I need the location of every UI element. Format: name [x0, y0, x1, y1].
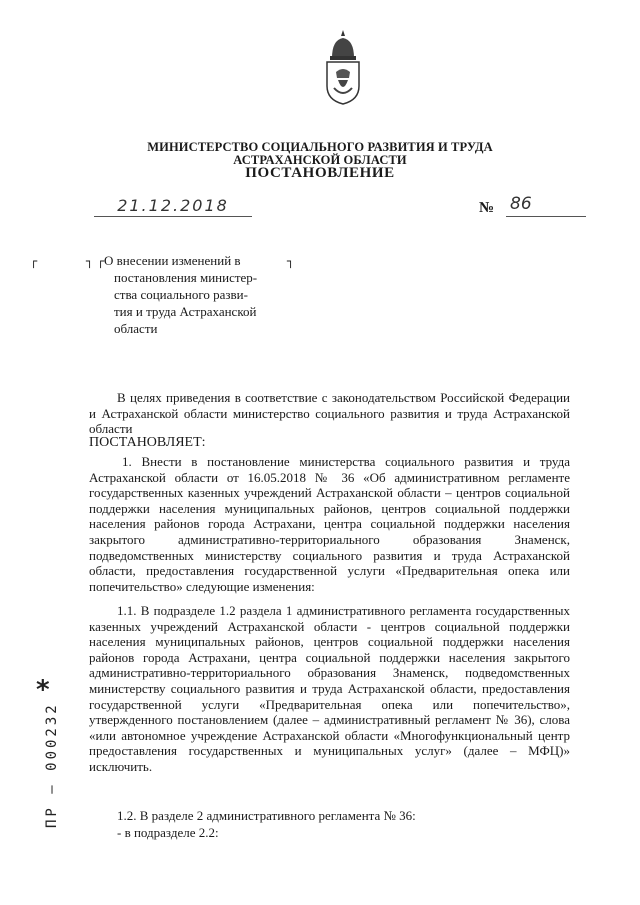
document-subject — [104, 252, 268, 337]
subject-line: О внесении изменений в — [104, 253, 241, 268]
preamble-paragraph: В целях приведения в соответствие с законодательством Российской Федерации и Астраханской области министерство социального развития и труда Астраханской области — [89, 390, 570, 437]
corner-mark-subject-left: ┐ ┌ — [86, 254, 105, 268]
registration-star: * — [36, 675, 50, 705]
clause-1-2-subitem: - в подразделе 2.2: — [117, 825, 219, 840]
corner-mark-left: ┌ — [30, 254, 38, 268]
document-type: ПОСТАНОВЛЕНИЕ — [245, 165, 395, 181]
registration-number: ПР – 000232 — [44, 702, 60, 828]
subject-line: постановления министер- — [114, 270, 258, 285]
clause-1-2-paragraph: 1.2. В разделе 2 административного регламента № 36: — [117, 808, 416, 823]
ministry-name-line2: АСТРАХАНСКОЙ ОБЛАСТИ — [233, 153, 407, 167]
number-field: 86 — [506, 194, 586, 217]
clause-1-paragraph: 1. Внести в постановление министерства социального развития и труда Астраханской области от 16.05.2018 № 36 «Об административном регламенте государственных казенных учреждений Астраханской области – центров социальной поддержки населения муниципальных районов, центров социальной поддержки населения районов города Астрахани, центра социальной поддержки населения закрытого административно-территориального образования Знаменск, подведомственных министерству социального развития и труда Астраханской области, предоставления государственной услуги «Предварительная опека или попечительство» следующие изменения: — [89, 454, 570, 594]
subject-line: ства социального разви- — [114, 287, 248, 302]
astrakhan-coat-of-arms-icon — [322, 28, 364, 106]
subject-line: тия и труда Астраханской — [114, 304, 257, 319]
corner-mark-subject-right: ┐ — [287, 254, 295, 268]
number-label: № — [479, 200, 495, 216]
clause-1-1-paragraph: 1.1. В подразделе 1.2 раздела 1 административного регламента государственных казенных учреждений Астраханской области - центров социальной поддержки населения муниципальных районов, центров социальной поддержки населения районов города Астрахани, центра социальной поддержки населения закрытого административно-территориального образования Знаменск, подведомственных министерству социального развития и труда Астраханской области, предоставления государственной услуги «Предварительная опека или попечительство», утвержденного постановлением (далее – административный регламент № 36), слова «или автономное учреждение Астраханской области «Многофункциональный центр предоставления государственных и муниципальных услуг» (далее – МФЦ)» исключить. — [89, 603, 570, 774]
ministry-name-line1: МИНИСТЕРСТВО СОЦИАЛЬНОГО РАЗВИТИЯ И ТРУДА — [147, 140, 493, 154]
decree-word: ПОСТАНОВЛЯЕТ: — [89, 435, 206, 450]
subject-line: области — [114, 321, 158, 336]
date-field: 21.12.2018 — [94, 196, 252, 217]
